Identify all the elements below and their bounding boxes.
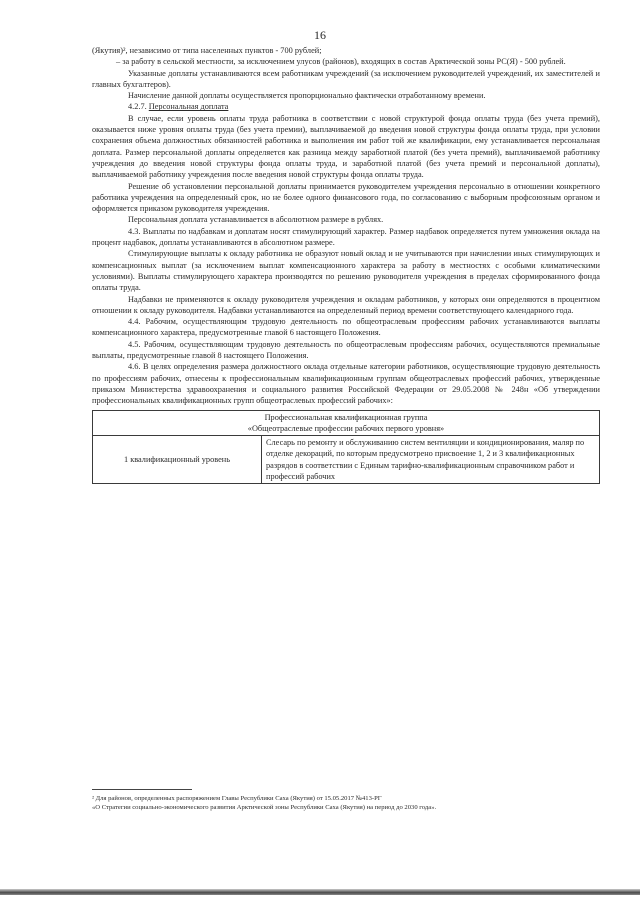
table-row: [93, 410, 600, 436]
footnotes: [92, 794, 600, 812]
section-heading: [92, 101, 600, 112]
professions-cell: Слесарь по ремонту и обслуживанию систем вентиляции и кондиционирования, маляр по отделке декораций, по которым предусмотрено присвоение 1, 2 и 3 квалификационных разрядов в соответствии с Единым тарифно-квалификационным справочником работ и профессий рабочих: [262, 436, 600, 484]
footnote-separator: [92, 789, 192, 790]
paragraph: 4.3. Выплаты по надбавкам и доплатам носят стимулирующий характер. Размер надбавок определяется путем умножения оклада на процент надбавок, доплаты устанавливаются в абсолютном размере.: [92, 226, 600, 248]
group-subtitle: «Общеотраслевые профессии рабочих первого уровня»: [247, 423, 445, 433]
section-number: 4.2.7.: [128, 102, 147, 112]
paragraph: 4.5. Рабочим, осуществляющим трудовую деятельность по общеотраслевым профессиям рабочих, осуществляются премиальные выплаты, предусмотренные главой 8 настоящего Положения.: [92, 339, 600, 361]
footnote: ² Для районов, определенных распоряжением Главы Республики Саха (Якутия) от 15.05.2017 №413-РГ: [92, 795, 382, 802]
paragraph: Указанные доплаты устанавливаются всем работникам учреждений (за исключением руководителей учреждений, их заместителей и главных бухгалтеров).: [92, 68, 600, 89]
paragraph: Решение об установлении персональной доплаты принимается руководителем учреждения персонально в отношении конкретного работника учреждения на определенный срок, но не более одного финансового года, по согласованию с выборным профсоюзным органом и оформляется приказом руководителя учреждения.: [92, 181, 600, 214]
group-title: Профессиональная квалификационная группа: [264, 412, 428, 422]
paragraph: Надбавки не применяются к окладу руководителя учреждения и окладам работников, у которых они определяются в процентном отношении к окладу руководителя. Надбавки устанавливаются на определенный период времени соответствующего календарного года.: [92, 294, 600, 315]
section-title: Персональная доплата: [148, 102, 229, 112]
paragraph: Персональная доплата устанавливается в абсолютном размере в рублях.: [128, 215, 384, 225]
table-row: [93, 436, 600, 484]
paragraph: 4.6. В целях определения размера должностного оклада отдельные категории работников, осуществляющие трудовую деятельность по профессиям рабочих, отнесены к профессиональным квалификационным группам общеотраслевых профессий рабочих, утвержденные приказом Министерства здравоохранения и социального развития Российской Федерации от 29.05.2008 № 248н «Об утверждении профессиональных квалификационных групп общеотраслевых профессий рабочих»:: [92, 362, 600, 406]
paragraph: Стимулирующие выплаты к окладу работника не образуют новый оклад и не учитываются при начислении иных стимулирующих и компенсационных выплат (за исключением выплат компенсационного характера за работу в местностях с особыми климатическими условиями). Выплаты стимулирующего характера производятся по решению руководителя учреждения в пределах сформированного фонда оплаты труда.: [92, 249, 600, 293]
qualification-level-cell: 1 квалификационный уровень: [93, 436, 262, 484]
paragraph: 4.4. Рабочим, осуществляющим трудовую деятельность по общеотраслевым профессиям рабочих устанавливаются выплаты компенсационного характера, предусмотренные главой 6 настоящего Положения.: [92, 317, 600, 338]
page-number: 16: [314, 28, 326, 42]
paragraph: Начисление данной доплаты осуществляется пропорционально фактически отработанному времени.: [128, 91, 486, 101]
paragraph: [92, 45, 600, 56]
paragraph: – за работу в сельской местности, за исключением улусов (районов), входящих в состав Арктической зоны РС(Я) - 500 рублей.: [116, 57, 566, 67]
footnote: «О Стратегии социально-экономического развития Арктической зоны Республики Саха (Якутия) на период до 2030 года».: [92, 804, 437, 811]
paragraph-text: (Якутия)², независимо от типа населенных пунктов - 700 рублей;: [92, 46, 322, 55]
scan-bottom-edge: [0, 889, 640, 895]
document-body: [92, 45, 600, 484]
paragraph: В случае, если уровень оплаты труда работника в соответствии с новой структурой фонда оплаты труда (без учета премий), оказывается ниже уровня оплаты труда (без учета премии), выплачиваемой до введения новой структуры фонда оплаты труда, при условии сохранения объема должностных обязанностей работника и выполнения им работ той же квалификации, ему устанавливается персональная доплата. Размер персональной доплаты определяется как разница между заработной платой (без учета премий), выплачиваемой работнику учреждения до введения новой структуры фонда оплаты труда, и заработной платой (без учета премий и персональной доплаты), выплачиваемой работнику учреждения после введения новой структуры фонда оплаты труда.: [92, 113, 600, 180]
group-header-cell: [93, 410, 600, 436]
qualification-group-table: [92, 410, 600, 485]
